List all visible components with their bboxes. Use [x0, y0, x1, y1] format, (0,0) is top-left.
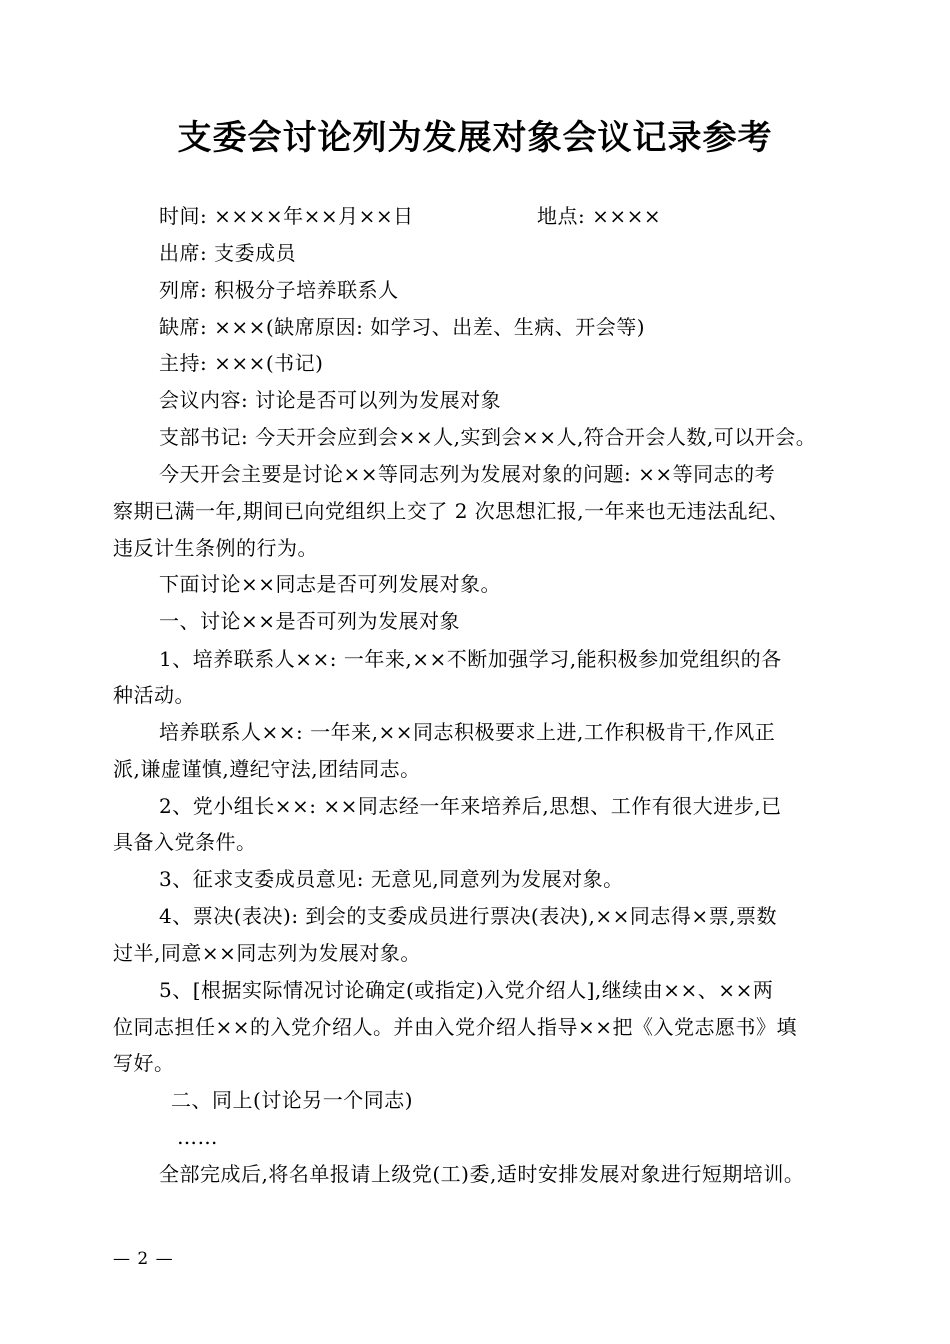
body-line: 全部完成后,将名单报请上级党(工)委,适时安排发展对象进行短期培训。	[159, 1162, 805, 1186]
body-line: 察期已满一年,期间已向党组织上交了 2 次思想汇报,一年来也无违法乱纪、	[113, 499, 790, 523]
meta-host: 主持: ×××(书记)	[159, 351, 324, 375]
body-line: 派,谦虚谨慎,遵纪守法,团结同志。	[113, 757, 421, 781]
meta-topic: 会议内容: 讨论是否可以列为发展对象	[159, 388, 502, 412]
body-line: 具备入党条件。	[113, 830, 257, 854]
body-line: 4、票决(表决): 到会的支委成员进行票决(表决),××同志得×票,票数	[159, 904, 778, 928]
body-line: 位同志担任××的入党介绍人。并由入党介绍人指导××把《入党志愿书》填	[113, 1015, 798, 1039]
meta-attend: 出席: 支委成员	[159, 241, 297, 265]
section-heading: 二、同上(讨论另一个同志)	[171, 1088, 414, 1112]
ellipsis: ……	[177, 1125, 218, 1149]
body-line: 违反计生条例的行为。	[113, 536, 318, 560]
body-line: 下面讨论××同志是否可列发展对象。	[159, 572, 502, 596]
body-line: 3、征求支委成员意见: 无意见,同意列为发展对象。	[159, 867, 624, 891]
body-line: 写好。	[113, 1051, 175, 1075]
body-line: 1、培养联系人××: 一年来,××不断加强学习,能积极参加党组织的各	[159, 647, 782, 671]
body-line: 2、党小组长××: ××同志经一年来培养后,思想、工作有很大进步,已	[159, 794, 782, 818]
section-heading: 一、讨论××是否可列为发展对象	[159, 609, 461, 633]
meta-absent: 缺席: ×××(缺席原因: 如学习、出差、生病、开会等)	[159, 315, 646, 339]
meta-time: 时间: ××××年××月××日	[159, 204, 414, 228]
body-line: 支部书记: 今天开会应到会××人,实到会××人,符合开会人数,可以开会。	[159, 425, 817, 449]
meta-time-place-row	[113, 198, 919, 235]
body-line: 种活动。	[113, 683, 195, 707]
body-line: 过半,同意××同志列为发展对象。	[113, 941, 421, 965]
meta-place: 地点: ××××	[537, 204, 662, 228]
body-line: 今天开会主要是讨论××等同志列为发展对象的问题: ××等同志的考	[159, 462, 776, 486]
page-number: — 2 —	[113, 1249, 174, 1269]
body-line: 培养联系人××: 一年来,××同志积极要求上进,工作积极肯干,作风正	[159, 720, 776, 744]
document-title: 支委会讨论列为发展对象会议记录参考	[177, 118, 773, 158]
body-line: 5、[根据实际情况讨论确定(或指定)入党介绍人],继续由××、××两	[159, 978, 774, 1002]
meta-observers: 列席: 积极分子培养联系人	[159, 278, 399, 302]
